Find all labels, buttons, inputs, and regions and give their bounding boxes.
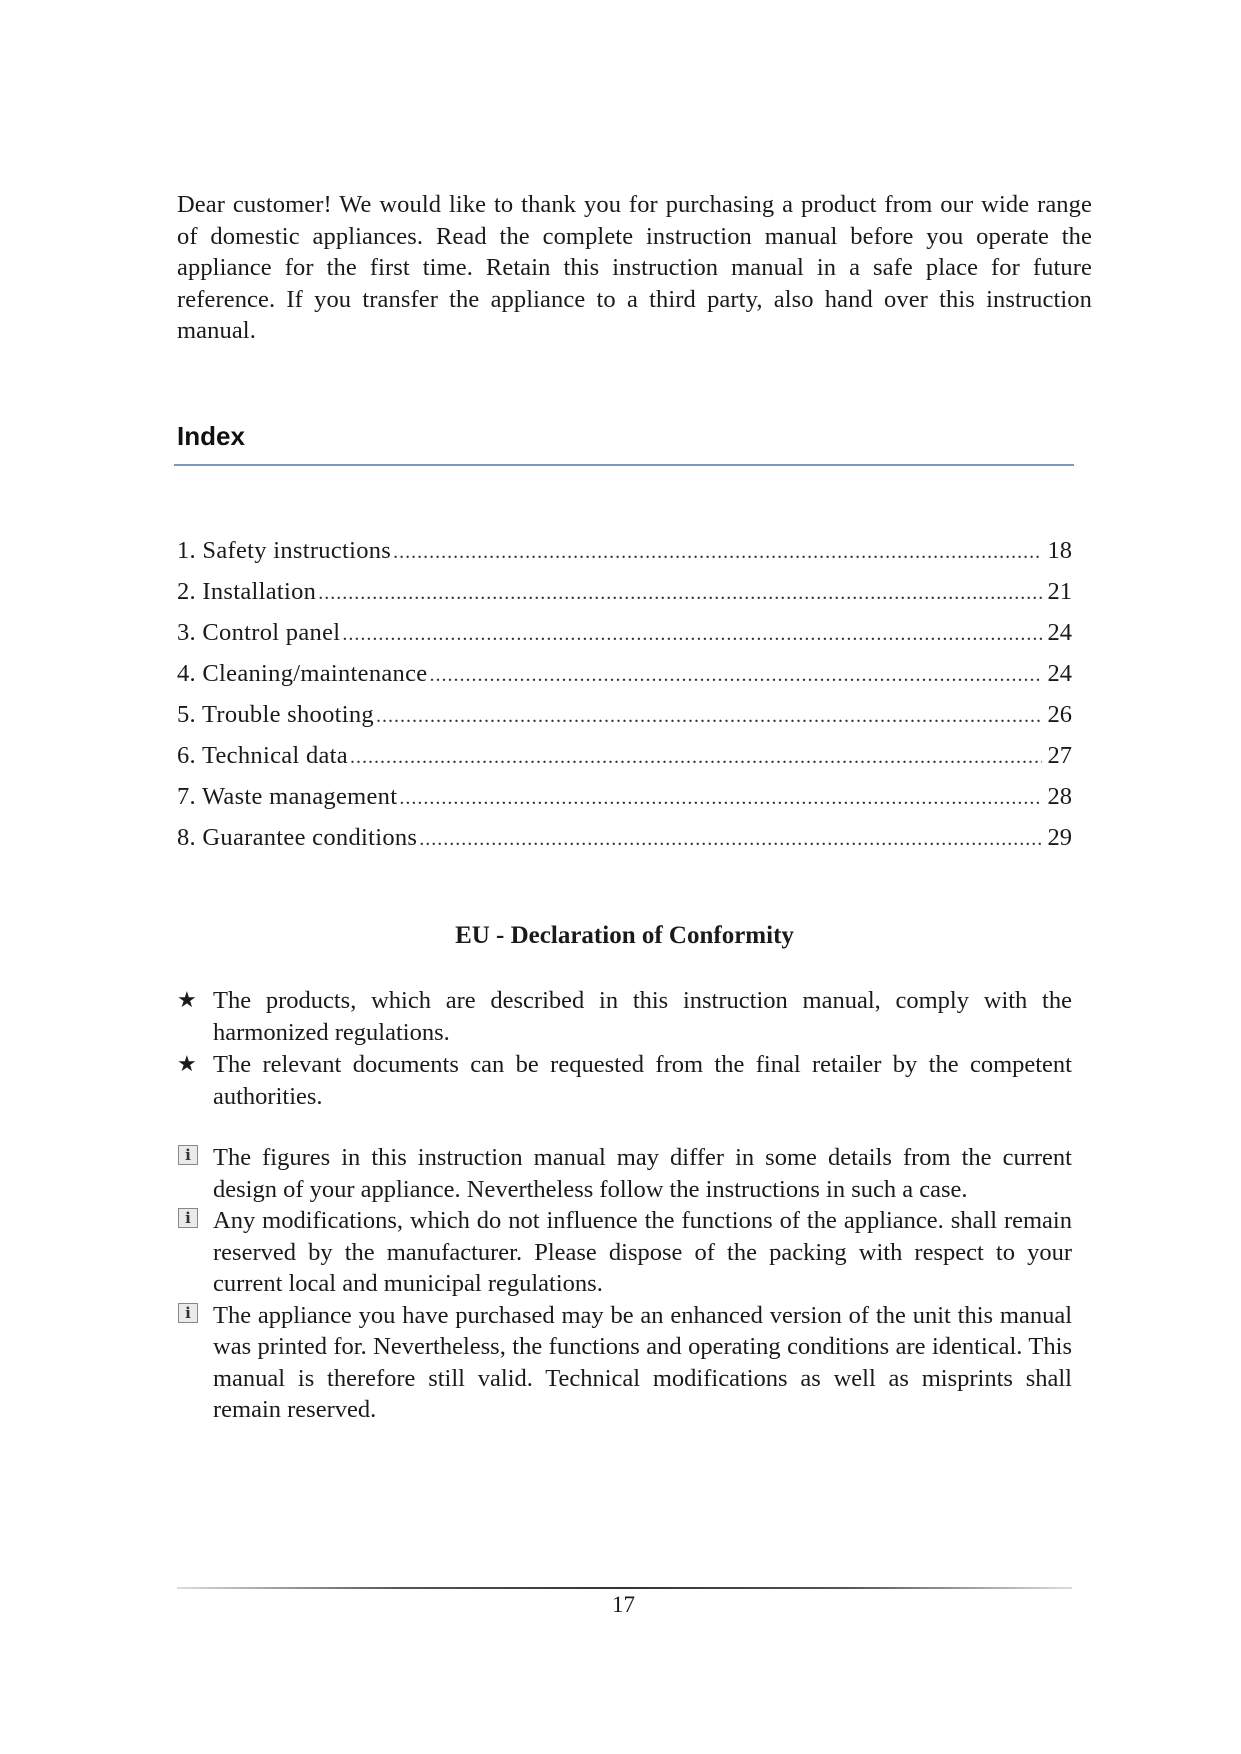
info-note: [177, 1142, 1072, 1205]
toc-entry-page: 26: [1047, 701, 1072, 728]
toc-entry: [177, 783, 1072, 824]
index-heading: Index: [177, 421, 245, 451]
toc-leader: [393, 541, 1041, 564]
toc-entry-page: 28: [1047, 783, 1072, 810]
toc-leader: [419, 828, 1041, 851]
toc-entry-title: 5. Trouble shooting: [177, 701, 374, 728]
info-icon: i: [178, 1145, 198, 1165]
toc-leader: [429, 664, 1041, 687]
toc-entry-page: 18: [1047, 537, 1072, 564]
toc-entry-title: 6. Technical data: [177, 742, 348, 769]
declaration-bullets: [177, 985, 1072, 1113]
toc-entry-page: 21: [1047, 578, 1072, 605]
toc-entry-title: 2. Installation: [177, 578, 317, 605]
toc-leader: [342, 623, 1041, 646]
star-icon: ★: [177, 1052, 197, 1077]
toc-leader: [318, 582, 1041, 605]
toc-entry: [177, 742, 1072, 783]
toc-entry: [177, 660, 1072, 701]
declaration-bullet: [177, 1049, 1072, 1113]
page-number: [0, 1592, 1241, 1618]
toc-leader: [376, 705, 1042, 728]
declaration-bullet-text: The products, which are described in this instruction manual, comply with the harmonized regulations.: [213, 987, 1072, 1046]
toc-entry: [177, 537, 1072, 578]
toc-entry-page: 27: [1047, 742, 1072, 769]
toc-leader: [399, 787, 1041, 810]
toc-entry-title: 7. Waste management: [177, 783, 398, 810]
toc-entry: [177, 619, 1072, 660]
info-icon: i: [178, 1208, 198, 1228]
intro-paragraph: Dear customer! We would like to thank you for purchasing a product from our wide range of domestic appliances. Read the complete instruction manual before you operate the appliance for the first time. Retain this instruction manual in a safe place for future reference. If you transfer the appliance to a third party, also hand over this instruction manual.: [177, 191, 1092, 344]
index-divider: [174, 464, 1074, 466]
footer-divider: [177, 1587, 1072, 1589]
toc-leader: [350, 746, 1042, 769]
toc-entry-title: 8. Guarantee conditions: [177, 824, 418, 851]
toc-entry-page: 29: [1047, 824, 1072, 851]
toc-entry-page: 24: [1047, 660, 1072, 687]
toc-entry-title: 3. Control panel: [177, 619, 341, 646]
page-number-text: 17: [612, 1592, 635, 1617]
table-of-contents: [177, 537, 1072, 865]
declaration-bullet-text: The relevant documents can be requested from the final retailer by the competent authorities.: [213, 1051, 1072, 1110]
toc-entry-title: 1. Safety instructions: [177, 537, 392, 564]
info-note-text: Any modifications, which do not influence the functions of the appliance. shall remain reserved by the manufacturer. Please dispose of the packing with respect to your current local and municipal regulations.: [213, 1207, 1072, 1297]
info-icon: i: [178, 1303, 198, 1323]
toc-entry: [177, 701, 1072, 742]
star-icon: ★: [177, 988, 197, 1013]
toc-entry: [177, 824, 1072, 865]
toc-entry-page: 24: [1047, 619, 1072, 646]
info-note: [177, 1205, 1072, 1300]
info-note-text: The figures in this instruction manual may differ in some details from the current design of your appliance. Nevertheless follow the instructions in such a case.: [213, 1144, 1072, 1203]
toc-entry: [177, 578, 1072, 619]
info-note-text: The appliance you have purchased may be an enhanced version of the unit this manual was printed for. Nevertheless, the functions and operating conditions are identical. This manual is therefore still valid. Technical modifications as well as misprints shall remain reserved.: [213, 1301, 1072, 1423]
info-note: [177, 1300, 1072, 1426]
info-notes: [177, 1142, 1072, 1426]
declaration-title-text: EU - Declaration of Conformity: [455, 922, 794, 949]
declaration-title: [0, 922, 1241, 950]
declaration-bullet: [177, 985, 1072, 1049]
toc-entry-title: 4. Cleaning/maintenance: [177, 660, 428, 687]
